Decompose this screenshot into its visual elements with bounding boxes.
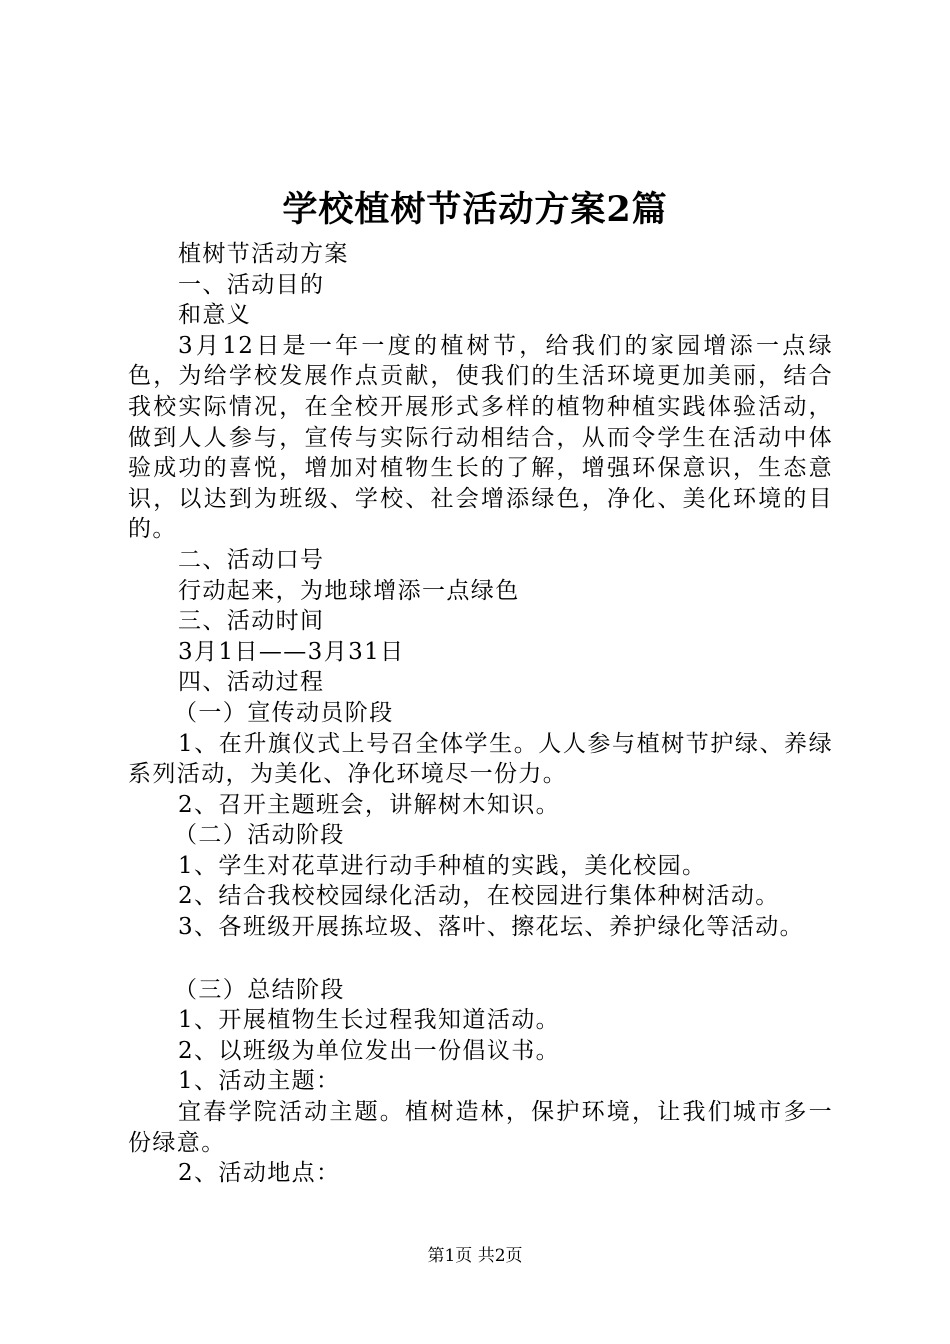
- section-heading: 和意义: [178, 302, 252, 329]
- document-body: [128, 239, 833, 1189]
- subsection-heading: （一）宣传动员阶段: [174, 699, 394, 726]
- body-paragraph: 宜春学院活动主题。植树造林，保护环境，让我们城市多一份绿意。: [128, 1099, 833, 1156]
- section-heading: 三、活动时间: [178, 608, 325, 635]
- section-heading: 一、活动目的: [178, 271, 325, 298]
- section-heading: 植树节活动方案: [178, 241, 349, 267]
- body-line: 1、开展植物生长过程我知道活动。: [178, 1007, 561, 1034]
- page-footer: 第1页 共2页: [427, 1246, 523, 1266]
- body-line: 行动起来，为地球增添一点绿色: [178, 577, 520, 604]
- body-line: 3、各班级开展拣垃圾、落叶、擦花坛、养护绿化等活动。: [178, 914, 805, 941]
- section-heading: 2、活动地点：: [178, 1160, 341, 1187]
- body-line: 1、学生对花草进行动手种植的实践，美化校园。: [178, 852, 707, 879]
- section-heading: 四、活动过程: [178, 669, 325, 696]
- body-paragraph: 1、在升旗仪式上号召全体学生。人人参与植树节护绿、养绿系列活动，为美化、净化环境尽一份力。: [128, 730, 833, 788]
- section-heading: 1、活动主题：: [178, 1068, 341, 1095]
- body-line: 2、以班级为单位发出一份倡议书。: [178, 1037, 561, 1064]
- section-heading: 二、活动口号: [178, 546, 325, 573]
- body-line: 3月1日——3月31日: [178, 638, 405, 665]
- body-line: 2、召开主题班会，讲解树木知识。: [178, 791, 561, 818]
- page-title: 学校植树节活动方案2篇: [282, 189, 668, 230]
- body-paragraph: 3月12日是一年一度的植树节，给我们的家园增添一点绿色，为给学校发展作点贡献，使我们的生活环境更加美丽，结合我校实际情况，在全校开展形式多样的植物种植实践体验活动，做到人人参与，宣传与实际行动相结合，从而令学生在活动中体验成功的喜悦，增加对植物生长的了解，增强环保意识，生态意识，以达到为班级、学校、社会增添绿色，净化、美化环境的目的。: [128, 332, 833, 543]
- blank-line: [128, 943, 833, 975]
- subsection-heading: （二）活动阶段: [174, 822, 345, 849]
- subsection-heading: （三）总结阶段: [174, 976, 345, 1003]
- body-line: 2、结合我校校园绿化活动，在校园进行集体种树活动。: [178, 883, 780, 910]
